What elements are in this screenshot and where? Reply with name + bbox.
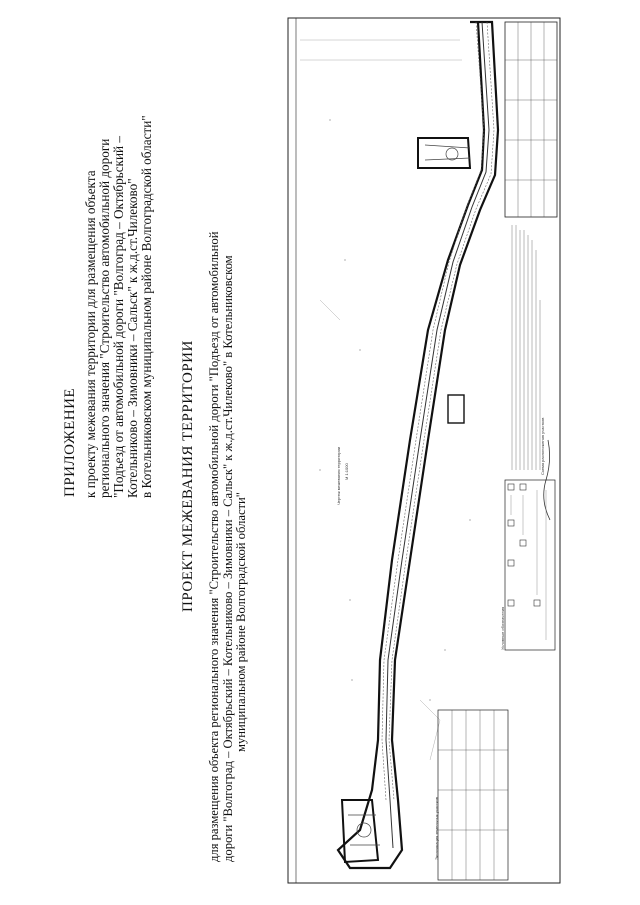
appendix-line: регионального значения "Строительство автомобильной дороги bbox=[97, 138, 112, 498]
appendix-line: Котельниково – Зимовники – Сальск" к ж.д.ст.Чилеково" bbox=[125, 178, 140, 498]
project-line: дороги "Волгоград – Октябрьский – Котельниково – Зимовники – Сальск" к ж.д.ст.Чилеково" в Котельниковском bbox=[220, 255, 235, 862]
project-line: муниципальном районе Волгоградской области" bbox=[234, 492, 248, 752]
project-heading: ПРОЕКТ МЕЖЕВАНИЯ ТЕРРИТОРИИ bbox=[180, 340, 196, 612]
legend-box bbox=[505, 480, 555, 650]
sheet-frame bbox=[288, 18, 560, 883]
project-line: для размещения объекта регионального значения "Строительство автомобильной дороги "Подъезд от автомобильной bbox=[207, 231, 221, 862]
appendix-line: в Котельниковском муниципальном районе Волгоградской области" bbox=[139, 115, 154, 498]
junction-top bbox=[418, 138, 470, 168]
plan-title: Чертеж межевания территории bbox=[336, 446, 341, 505]
scheme-title: Схема расположения участков bbox=[540, 417, 545, 475]
appendix-line: "Подъезд от автомобильной дороги "Волгоград – Октябрьский – bbox=[111, 136, 126, 498]
explication-table bbox=[438, 710, 508, 880]
table-title: Экспликация земельных участков bbox=[434, 796, 439, 860]
appendix-line: к проекту межевания территории для размещения объекта bbox=[83, 170, 98, 498]
corridor-notch bbox=[448, 395, 464, 423]
legend-title: Условные обозначения bbox=[500, 606, 505, 650]
appendix-heading: ПРИЛОЖЕНИЕ bbox=[62, 387, 78, 497]
plan-scale: М 1:1000 bbox=[344, 463, 349, 480]
